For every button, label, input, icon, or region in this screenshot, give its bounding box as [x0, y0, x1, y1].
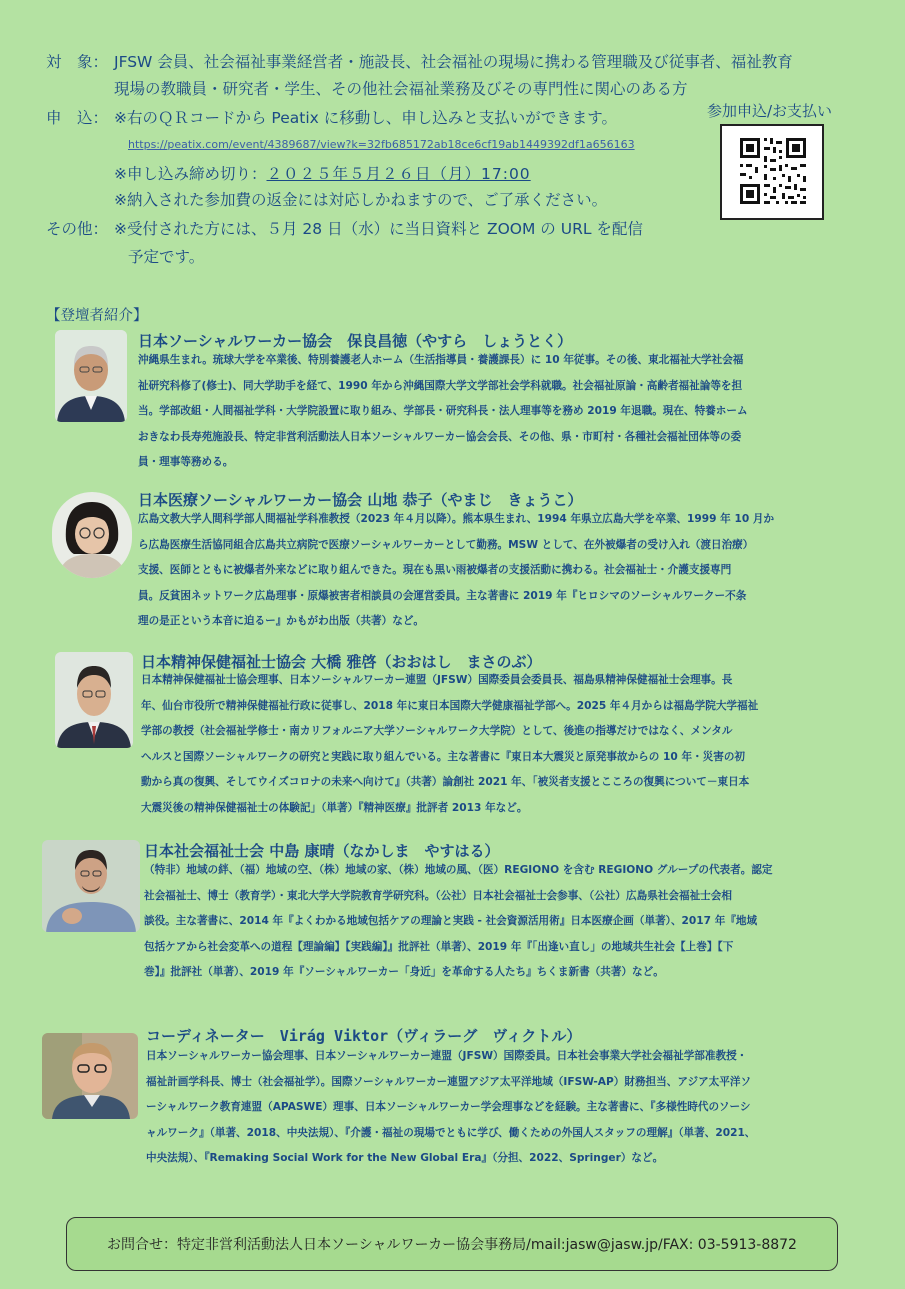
speaker-1-bio	[138, 348, 748, 476]
qr-label: 参加申込/お支払い	[707, 102, 833, 120]
speaker-4-bio	[144, 858, 773, 986]
deadline-prefix: ※申し込み締め切り：	[114, 165, 267, 183]
contact-box	[66, 1217, 838, 1271]
bio-line: 中央法規）、『Remaking Social Work for the New Global Era』（分担、2022、Springer）など。	[146, 1152, 664, 1165]
speaker-4-photo	[42, 840, 140, 932]
bio-line: 祉研究科修了(修士)、同大学助手を経て、1990 年から沖縄国際大学文学部社会学科就職。社会福祉原論・高齢者福祉論等を担	[138, 379, 743, 392]
bio-line: 広島文教大学人間科学部人間福祉学科准教授（2023 年４月以降）。熊本県生まれ、1994 年県立広島大学を卒業、1999 年 10 月か	[138, 513, 775, 525]
bio-line: 支援、医師とともに被爆者外来などに取り組んできた。現在も黒い雨被爆者の支援活動に携わる。社会福祉士・介護支援専門	[138, 564, 732, 577]
peatix-link[interactable]: https://peatix.com/event/4389687/view?k=32fb685172ab18ce6cf19ab1449392df1a656163	[128, 138, 635, 151]
other-text-line2: 予定です。	[128, 248, 205, 266]
bio-line: （特非）地域の絆、（福）地域の空、（株）地域の家、（株）地域の風、（医）REGIONO を含む REGIONO グループの代表者。認定	[144, 864, 773, 876]
deadline-value: ２０２５年５月２６日（月）17:00	[266, 165, 531, 183]
bio-line: ら広島医療生活協同組合広島共立病院で医療ソーシャルワーカーとして勤務。MSW として、在外被爆者の受け入れ（渡日治療）	[138, 538, 754, 551]
bio-line: ャルワーク』（単著、2018、中央法規）、『介護・福祉の現場でともに学び、働くための外国人スタッフの理解』（単著、2021、	[146, 1126, 756, 1139]
bio-line: 員・理事等務める。	[138, 456, 234, 469]
bio-line: 理の是正という本音に迫るー』かもがわ出版（共著）など。	[138, 615, 425, 628]
speaker-3-bio	[141, 668, 758, 822]
speakers-heading: 【登壇者紹介】	[46, 308, 148, 324]
bio-line: 当。学部改組・人間福祉学科・大学院設置に取り組み、学部長・研究科長・法人理事等を務め 2019 年退職。現在、特養ホーム	[138, 405, 748, 418]
deadline-line	[114, 164, 531, 184]
refund-note: ※納入された参加費の返金には対応しかねますので、ご了承ください。	[114, 191, 608, 209]
bio-line: 談役。主な著書に、2014 年『よくわかる地域包括ケアの理論と実践 - 社会資源活用術』日本医療企画（単著）、2017 年『地域	[144, 915, 758, 928]
bio-line: ーシャルワーク教育連盟（APASWE）理事、日本ソーシャルワーカー学会理事などを経験。主な著書に、『多様性時代のソーシ	[146, 1101, 751, 1114]
speaker-2-name: 日本医療ソーシャルワーカー協会 山地 恭子（やまじ きょうこ）	[138, 491, 583, 509]
target-text-line2: 現場の教職員・研究者・学生、その他社会福祉業務及びその専門性に関心のある方	[114, 80, 688, 98]
speaker-5-bio	[146, 1044, 755, 1172]
target-text-line1: JFSW 会員、社会福祉事業経営者・施設長、社会福祉の現場に携わる管理職及び従事者、福祉教育	[114, 53, 793, 71]
apply-label: 申 込：	[46, 109, 109, 127]
qr-code-icon[interactable]	[720, 124, 824, 220]
bio-line: ヘルスと国際ソーシャルワークの研究と実践に取り組んでいる。主な著書に『東日本大震災と原発事故からの 10 年・災害の初	[141, 750, 746, 763]
target-label: 対 象：	[46, 53, 109, 71]
speaker-2-bio	[138, 507, 774, 635]
bio-line: 社会福祉士、博士（教育学）・東北大学大学院教育学研究科。（公社）日本社会福祉士会参事、（公社）広島県社会福祉士会相	[144, 889, 732, 902]
bio-line: 員。反貧困ネットワーク広島理事・原爆被害者相談員の会運営委員。主な著書に 2019 年『ヒロシマのソーシャルワークー不条	[138, 589, 747, 602]
other-text-line1: ※受付された方には、５月 28 日（水）に当日資料と ZOOM の URL を配信	[114, 220, 643, 238]
bio-line: 福祉計画学科長、博士（社会福祉学）。国際ソーシャルワーカー連盟アジア太平洋地域（IFSW-AP）財務担当、アジア太平洋ソ	[146, 1075, 752, 1088]
speaker-4-name: 日本社会福祉士会 中島 康晴（なかしま やすはる）	[144, 842, 500, 860]
bio-line: 学部の教授（社会福祉学修士・南カリフォルニア大学ソーシャルワーク大学院）として、後進の指導だけではなく、メンタル	[141, 725, 733, 738]
bio-line: 巻】』批評社（単著）、2019 年『ソーシャルワーカー「身近」を革命する人たち』ちくま新書（共著）など。	[144, 966, 664, 979]
bio-line: 沖縄県生まれ。琉球大学を卒業後、特別養護老人ホーム（生活指導員・養護課長）に 10 年従事。その後、東北福祉大学社会福	[138, 354, 744, 366]
bio-line: 日本ソーシャルワーカー協会理事、日本ソーシャルワーカー連盟（JFSW）国際委員。日本社会事業大学社会福祉学部准教授・	[146, 1050, 748, 1062]
bio-line: 包括ケアから社会変革への道程【理論編】【実践編】』批評社（単著）、2019 年『「出逢い直し」の地域共生社会【上巻】【下	[144, 940, 734, 953]
bio-line: 日本精神保健福祉士協会理事、日本ソーシャルワーカー連盟（JFSW）国際委員会委員長、福島県精神保健福祉士会理事。長	[141, 674, 733, 686]
speaker-5-name: コーディネーター Virág Viktor（ヴィラーグ ヴィクトル）	[146, 1027, 582, 1045]
apply-text-line1: ※右のＱＲコードから Peatix に移動し、申し込みと支払いができます。	[114, 109, 617, 127]
speaker-3-photo	[55, 652, 133, 748]
speaker-2-photo	[52, 492, 132, 578]
bio-line: 年、仙台市役所で精神保健福祉行政に従事し、2018 年に東日本国際大学健康福祉学部へ。2025 年４月からは福島学院大学福祉	[141, 699, 759, 712]
bio-line: おきなわ長寿苑施設長、特定非営利活動法人日本ソーシャルワーカー協会会長、その他、県・市町村・各種社会福祉団体等の委	[138, 430, 742, 443]
speaker-3-name: 日本精神保健福祉士協会 大橋 雅啓（おおはし まさのぶ）	[141, 653, 542, 671]
speaker-1-photo	[55, 330, 127, 422]
speaker-1-name: 日本ソーシャルワーカー協会 保良昌徳（やすら しょうとく）	[138, 332, 573, 350]
contact-text: お問合せ：特定非営利活動法人日本ソーシャルワーカー協会事務局/mail:jasw@jasw.jp/FAX: 03-5913-8872	[107, 1237, 797, 1253]
bio-line: 大震災後の精神保健福祉士の体験記」（単著）『精神医療』批評者 2013 年など。	[141, 801, 528, 814]
speaker-5-photo	[42, 1033, 138, 1119]
other-label: その他：	[46, 220, 109, 238]
bio-line: 動から真の復興、そしてウイズコロナの未来へ向けて』（共著）論創社 2021 年、「被災者支援とこころの復興について－東日本	[141, 776, 750, 789]
